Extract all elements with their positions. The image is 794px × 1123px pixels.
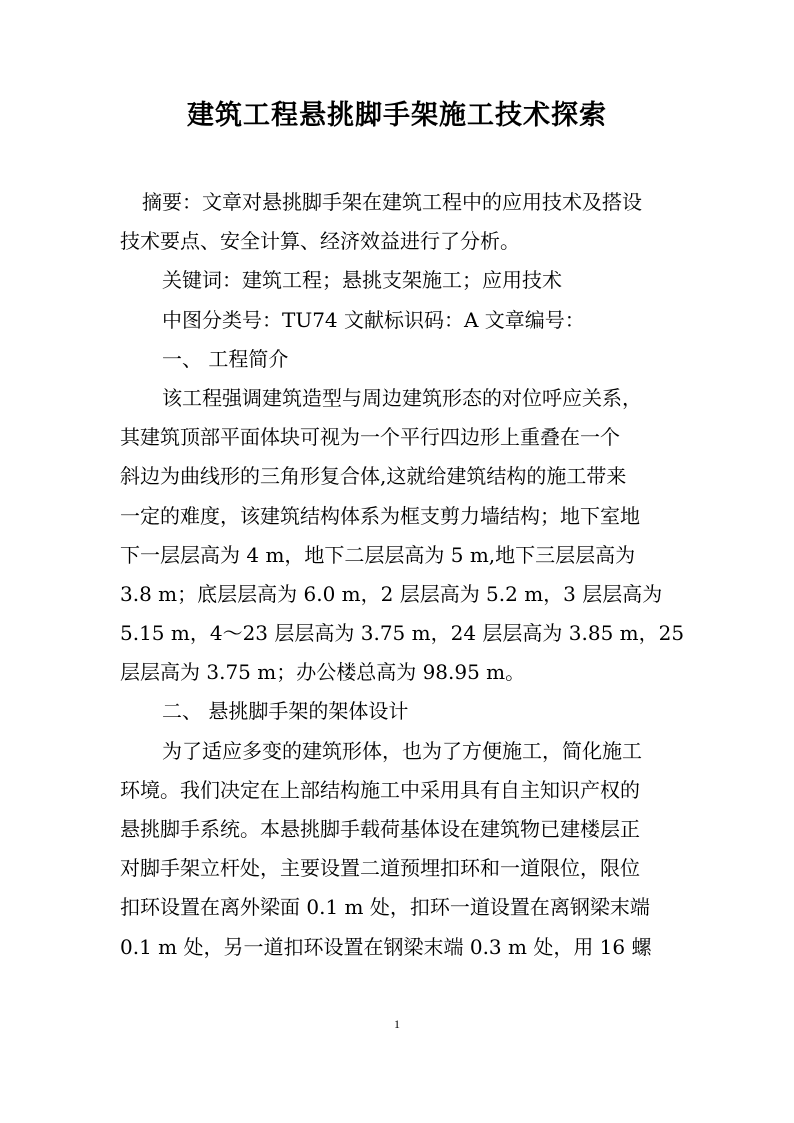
paragraph-line: 为了适应多变的建筑形体，也为了方便施工，简化施工 — [162, 738, 642, 763]
paragraph-line: 对脚手架立杆处，主要设置二道预埋扣环和一道限位，限位 — [120, 856, 640, 881]
document-body — [120, 183, 685, 967]
paragraph-line: 一定的难度，该建筑结构体系为框支剪力墙结构；地下室地 — [120, 503, 640, 528]
abstract-line-1: 摘要：文章对悬挑脚手架在建筑工程中的应用技术及搭设 — [142, 190, 642, 214]
paragraph-line: 悬挑脚手系统。本悬挑脚手载荷基体设在建筑物已建楼层正 — [120, 817, 640, 841]
paragraph-line: 层层高为 3.75 m；办公楼总高为 98.95 m。 — [120, 660, 526, 685]
paragraph-line: 环境。我们决定在上部结构施工中采用具有自主知识产权的 — [120, 777, 640, 802]
paragraph-line: 该工程强调建筑造型与周边建筑形态的对位呼应关系， — [162, 385, 642, 410]
page-number: 1 — [394, 1017, 400, 1031]
section-heading-1: 一、 工程简介 — [162, 346, 289, 371]
paragraph-line: 斜边为曲线形的三角形复合体,这就给建筑结构的施工带来 — [120, 464, 627, 489]
paragraph-line: 下一层层高为 4 m，地下二层层高为 5 m,地下三层层高为 — [120, 542, 636, 567]
keywords-line: 关键词：建筑工程；悬挑支架施工；应用技术 — [162, 268, 562, 293]
paragraph-line: 扣环设置在离外梁面 0.1 m 处，扣环一道设置在离钢梁末端 — [120, 895, 650, 920]
document-title: 建筑工程悬挑脚手架施工技术探索 — [187, 100, 607, 131]
classification-line: 中图分类号：TU74 文献标识码：A 文章编号： — [162, 307, 585, 332]
section-heading-2: 二、 悬挑脚手架的架体设计 — [162, 699, 409, 724]
abstract-line-2: 技术要点、安全计算、经济效益进行了分析。 — [120, 229, 520, 254]
paragraph-line: 0.1 m 处，另一道扣环设置在钢梁末端 0.3 m 处，用 16 螺 — [120, 934, 652, 959]
paragraph-line: 5.15 m，4～23 层层高为 3.75 m，24 层层高为 3.85 m，25 — [120, 621, 685, 646]
paragraph-line: 其建筑顶部平面体块可视为一个平行四边形上重叠在一个 — [120, 425, 620, 450]
paragraph-line: 3.8 m；底层层高为 6.0 m，2 层层高为 5.2 m，3 层层高为 — [120, 581, 663, 606]
